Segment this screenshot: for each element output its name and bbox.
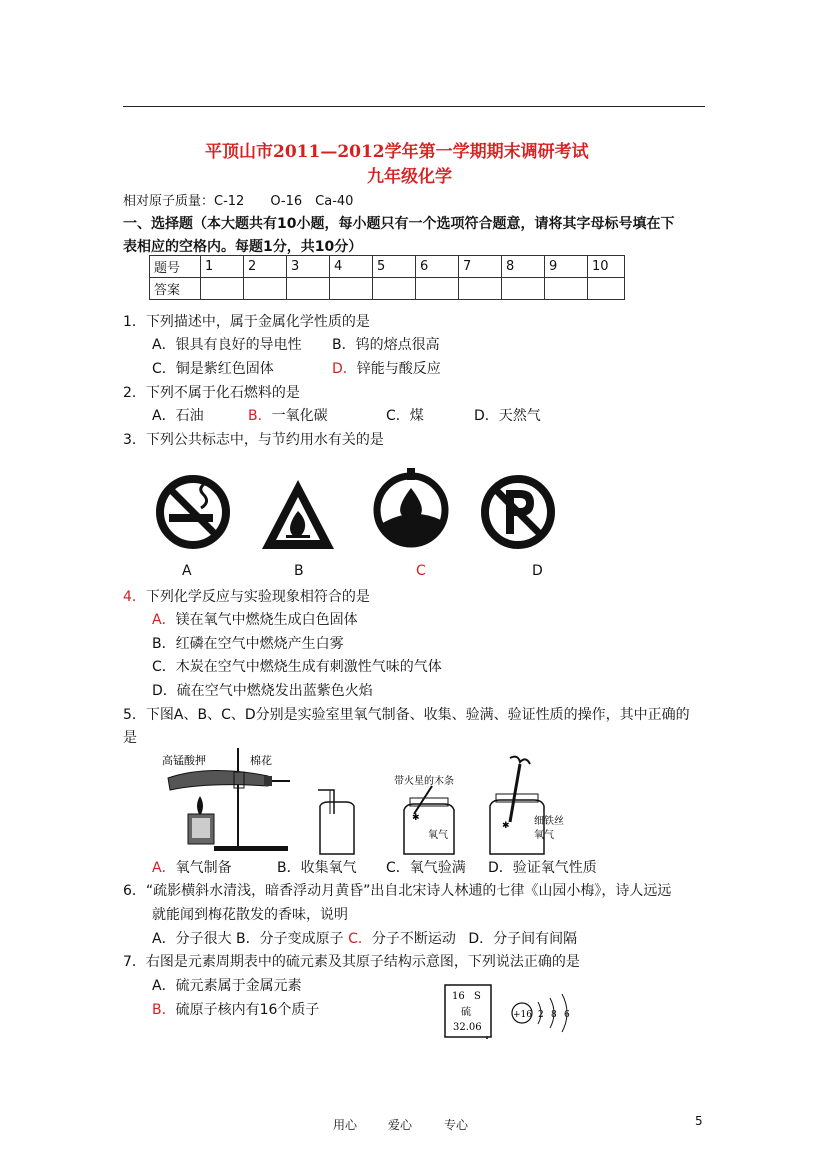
table-cell: 5: [373, 256, 416, 278]
q5-stem-line2: 是: [123, 730, 137, 746]
no-parking-icon: [478, 472, 558, 552]
header-rule: [123, 106, 705, 107]
q6-option-d: D．分子间有间隔: [468, 931, 578, 947]
q6-options: [152, 928, 577, 948]
oxygen-test-diagram: [392, 770, 472, 856]
table-cell-label: 答案: [150, 278, 201, 300]
answer-table-header-row: [150, 256, 625, 278]
q4-number: 4．: [123, 589, 146, 605]
q1-option-d: [332, 358, 441, 378]
q7-answer-letter: B．: [152, 1002, 176, 1018]
q1-option-a: A．银具有良好的导电性: [152, 337, 302, 353]
q1-option-d-text: 锌能与酸反应: [356, 361, 441, 377]
iron-wire-combustion-diagram: [484, 752, 574, 856]
q3-label-a: A: [182, 563, 192, 579]
shell-1: 2: [538, 1010, 544, 1020]
cell-dot: [486, 1036, 488, 1039]
cotton-label: 棉花: [250, 754, 272, 767]
atomic-mass: 32.06: [453, 1022, 482, 1033]
page-number: 5: [695, 1114, 703, 1128]
q6-option-b: B．分子变成原子: [236, 931, 344, 947]
q4-option-b: B．红磷在空气中燃烧产生白雾: [152, 636, 344, 652]
q2-option-c: C．煤: [386, 408, 424, 424]
footer-item: 用心: [333, 1118, 358, 1132]
atomic-mass-title: 相对原子质量：: [123, 194, 215, 209]
section-heading-line2: 表相应的空格内。每题1分，共10分）: [123, 239, 363, 255]
answer-cell[interactable]: [287, 278, 330, 300]
answer-cell[interactable]: [201, 278, 244, 300]
atomic-number: 16: [452, 991, 465, 1002]
answer-cell[interactable]: [373, 278, 416, 300]
q4-option-a-text: 镁在氧气中燃烧生成白色固体: [175, 612, 358, 628]
splint-label: 带火星的木条: [394, 776, 454, 787]
q7-option-a: A．硫元素属于金属元素: [152, 978, 302, 994]
svg-text:✱: ✱: [502, 821, 510, 831]
table-cell: 4: [330, 256, 373, 278]
sulfur-atom-structure: [510, 992, 580, 1034]
q2-option-d: D．天然气: [474, 408, 541, 424]
shell-2: 8: [551, 1010, 557, 1020]
answer-cell[interactable]: [416, 278, 459, 300]
gas-collection-diagram: [308, 786, 358, 856]
q4-option-c: C．木炭在空气中燃烧生成有刺激性气味的气体: [152, 659, 442, 675]
q1-option-c: C．铜是紫红色固体: [152, 361, 274, 377]
oxygen-label-d: 氧气: [534, 830, 554, 841]
section-heading-line1: 一、选择题（本大题共有10小题，每小题只有一个选项符合题意，请将其字母标号填在下: [123, 216, 675, 232]
sulfur-element-cell: [444, 984, 494, 1040]
answer-table-answer-row: [150, 278, 625, 300]
shell-3: 6: [564, 1010, 570, 1020]
element-symbol: S: [474, 991, 481, 1002]
table-cell: 8: [502, 256, 545, 278]
answer-cell[interactable]: [459, 278, 502, 300]
q6-answer-letter: C．: [348, 931, 372, 947]
q5-option-d: D．验证氧气性质: [488, 860, 597, 876]
table-cell: 6: [416, 256, 459, 278]
element-name: 硫: [461, 1007, 471, 1018]
table-cell-label: 题号: [150, 256, 201, 278]
page-subtitle: 九年级化学: [367, 167, 452, 187]
q5-answer-letter: A．: [152, 860, 176, 876]
q5-option-b: B．收集氧气: [277, 860, 357, 876]
answer-cell[interactable]: [244, 278, 287, 300]
flammable-warning-icon: [259, 477, 337, 553]
table-cell: 2: [244, 256, 287, 278]
table-cell: 9: [545, 256, 588, 278]
q1-option-b: B．钨的熔点很高: [332, 337, 440, 353]
page-title: 平顶山市2011—2012学年第一学期期末调研考试: [205, 142, 589, 162]
table-cell: 7: [459, 256, 502, 278]
q4-answer-letter: A．: [152, 612, 176, 628]
q2-stem: 2．下列不属于化石燃料的是: [123, 385, 300, 401]
kmno4-label: 高锰酸押: [162, 754, 206, 767]
no-smoking-icon: [153, 472, 233, 552]
q2-option-b: [248, 405, 328, 425]
atomic-mass-label: [123, 190, 353, 209]
table-cell: 1: [201, 256, 244, 278]
atomic-mass-values: C-12 O-16 Ca-40: [214, 194, 354, 209]
q2-option-a: A．石油: [152, 408, 204, 424]
answer-cell[interactable]: [330, 278, 373, 300]
table-cell: 10: [588, 256, 625, 278]
q4-option-a: [152, 609, 358, 629]
wire-label: 细铁丝: [534, 816, 564, 827]
q2-answer-letter: B．: [248, 408, 272, 424]
q1-stem: 1．下列描述中，属于金属化学性质的是: [123, 314, 370, 330]
answer-cell[interactable]: [545, 278, 588, 300]
oxygen-label-c: 氧气: [428, 830, 448, 841]
q5-stem-line1: 5．下图A、B、C、D分别是实验室里氧气制备、收集、验满、验证性质的操作，其中正确的: [123, 707, 690, 723]
q4-stem: [123, 586, 370, 606]
q5-option-a: [152, 857, 232, 877]
q3-label-d: D: [532, 563, 543, 579]
answer-table: [149, 255, 625, 300]
q6-option-a: A．分子很大: [152, 931, 232, 947]
q4-stem-text: 下列化学反应与实验现象相符合的是: [145, 589, 370, 605]
q7-stem: 7．右图是元素周期表中的硫元素及其原子结构示意图，下列说法正确的是: [123, 954, 580, 970]
water-saving-icon: [369, 466, 453, 550]
q1-answer-letter: D．: [332, 361, 357, 377]
q7-option-b-text: 硫原子核内有16个质子: [175, 1002, 320, 1018]
oxygen-preparation-diagram: [152, 746, 292, 854]
q5-option-a-text: 氧气制备: [175, 860, 232, 876]
q3-label-b: B: [294, 563, 304, 579]
answer-cell[interactable]: [588, 278, 625, 300]
q5-option-c: C．氧气验满: [386, 860, 466, 876]
q7-option-b: [152, 999, 319, 1019]
q6-stem-line1: 6．“疏影横斜水清浅，暗香浮动月黄昏”出自北宋诗人林逋的七律《山园小梅》，诗人远远: [123, 883, 672, 899]
answer-cell[interactable]: [502, 278, 545, 300]
table-cell: 3: [287, 256, 330, 278]
footer-item: 爱心: [388, 1118, 413, 1132]
footer-item: 专心: [444, 1118, 469, 1132]
q6-stem-line2: 就能闻到梅花散发的香味，说明: [152, 907, 348, 923]
q2-option-b-text: 一氧化碳: [271, 408, 328, 424]
q3-stem: 3．下列公共标志中，与节约用水有关的是: [123, 432, 384, 448]
q3-label-c: C: [416, 563, 426, 579]
q6-option-c: 分子不断运动: [371, 931, 456, 947]
q4-option-d: D．硫在空气中燃烧发出蓝紫色火焰: [152, 683, 373, 699]
svg-text:✱: ✱: [412, 813, 420, 823]
nucleus-charge: +16: [513, 1010, 532, 1020]
